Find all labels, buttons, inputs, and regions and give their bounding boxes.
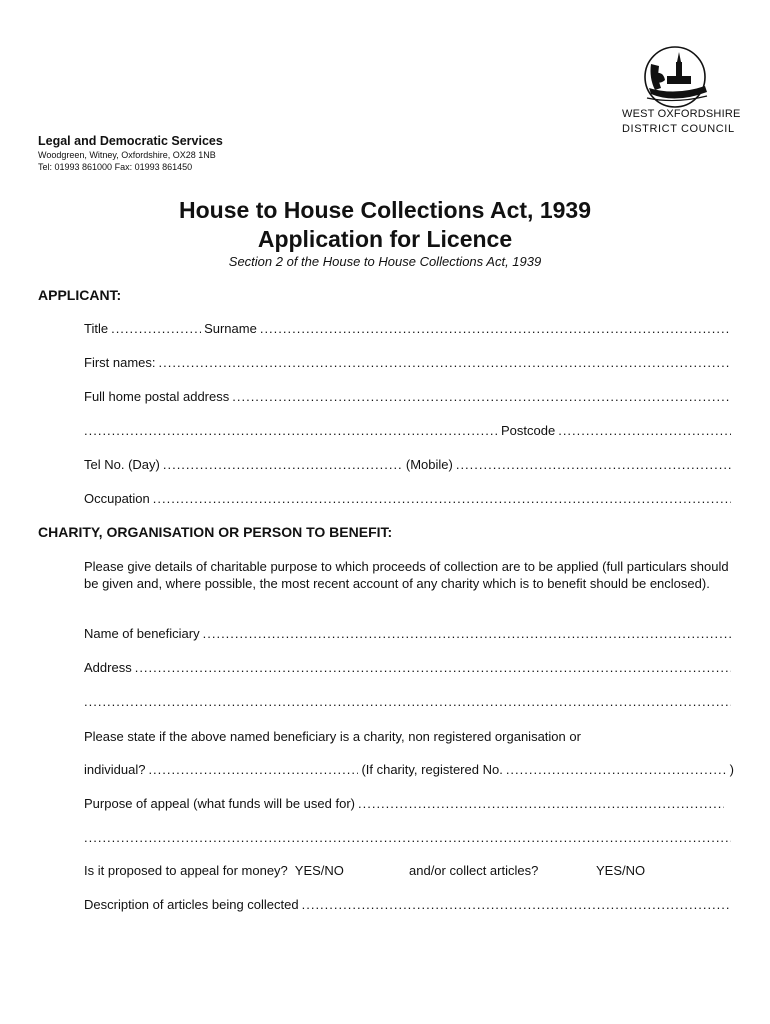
beneficiary-type-question: Please state if the above named beneficiary is a charity, non registered organisation or	[84, 729, 581, 744]
occupation-row	[84, 491, 734, 506]
beneficiary-heading: CHARITY, ORGANISATION OR PERSON TO BENEFIT:	[38, 524, 393, 540]
form-subtitle-main: Application for Licence	[257, 226, 513, 252]
individual-charity-row	[84, 762, 734, 777]
title-surname-row	[84, 321, 734, 336]
beneficiary-name-label: Name of beneficiary	[84, 626, 200, 641]
purpose-label: Purpose of appeal (what funds will be used for)	[84, 796, 355, 811]
postcode-row	[84, 423, 734, 438]
beneficiary-name-row	[84, 626, 734, 641]
first-names-row	[84, 355, 734, 370]
department-name: Legal and Democratic Services	[38, 134, 223, 148]
form-legal-reference: Section 2 of the House to House Collections Act, 1939	[228, 254, 542, 269]
articles-description-label: Description of articles being collected	[84, 897, 299, 912]
home-address-field-line2[interactable]	[84, 423, 498, 438]
beneficiary-name-field[interactable]	[203, 626, 731, 641]
council-name-line2: DISTRICT COUNCIL	[622, 123, 735, 135]
articles-description-row	[84, 897, 734, 912]
articles-description-field[interactable]	[302, 897, 731, 912]
beneficiary-type-field[interactable]	[148, 762, 358, 777]
applicant-heading: APPLICANT:	[38, 287, 122, 303]
charity-number-field[interactable]	[506, 762, 727, 777]
home-address-label: Full home postal address	[84, 389, 230, 404]
beneficiary-address-field[interactable]	[135, 660, 731, 675]
money-question: Is it proposed to appeal for money? YES/NO	[84, 863, 344, 878]
individual-label: individual?	[84, 762, 146, 777]
occupation-label: Occupation	[84, 491, 150, 506]
beneficiary-address-field-line2[interactable]	[84, 694, 731, 709]
beneficiary-instructions: Please give details of charitable purpose to which proceeds of collection are to be applied (full particulars should be given and, where possible, the most recent account of any charity which is to benefit should be enclosed).	[84, 559, 729, 591]
first-names-label: First names:	[84, 355, 156, 370]
charity-number-close: )	[729, 762, 734, 777]
surname-label: Surname	[204, 321, 257, 336]
charity-number-label: (If charity, registered No.	[361, 762, 503, 777]
purpose-row-2	[84, 830, 734, 845]
tel-day-label: Tel No. (Day)	[84, 457, 160, 472]
mobile-label: (Mobile)	[405, 457, 453, 472]
mobile-field[interactable]	[456, 457, 731, 472]
council-name-line1: WEST OXFORDSHIRE	[622, 108, 741, 120]
postcode-field[interactable]	[558, 423, 731, 438]
title-label: Title	[84, 321, 109, 336]
purpose-field[interactable]	[358, 796, 724, 811]
council-logo-icon	[641, 44, 717, 110]
articles-question: and/or collect articles?	[409, 863, 539, 878]
beneficiary-address-row-2	[84, 694, 734, 709]
purpose-row	[84, 796, 734, 811]
title-field[interactable]	[111, 321, 201, 336]
purpose-field-line2[interactable]	[84, 830, 731, 845]
address-row	[84, 389, 734, 404]
beneficiary-address-row	[84, 660, 734, 675]
occupation-field[interactable]	[153, 491, 731, 506]
surname-field[interactable]	[260, 321, 731, 336]
department-phone: Tel: 01993 861000 Fax: 01993 861450	[38, 162, 193, 172]
beneficiary-address-label: Address	[84, 660, 132, 675]
articles-yes-no[interactable]: YES/NO	[596, 863, 646, 878]
postcode-label: Postcode	[501, 423, 556, 438]
department-address: Woodgreen, Witney, Oxfordshire, OX28 1NB	[38, 150, 216, 160]
home-address-field[interactable]	[232, 389, 731, 404]
tel-day-field[interactable]	[163, 457, 403, 472]
first-names-field[interactable]	[159, 355, 731, 370]
form-title: House to House Collections Act, 1939	[179, 197, 591, 223]
telephone-row	[84, 457, 734, 472]
